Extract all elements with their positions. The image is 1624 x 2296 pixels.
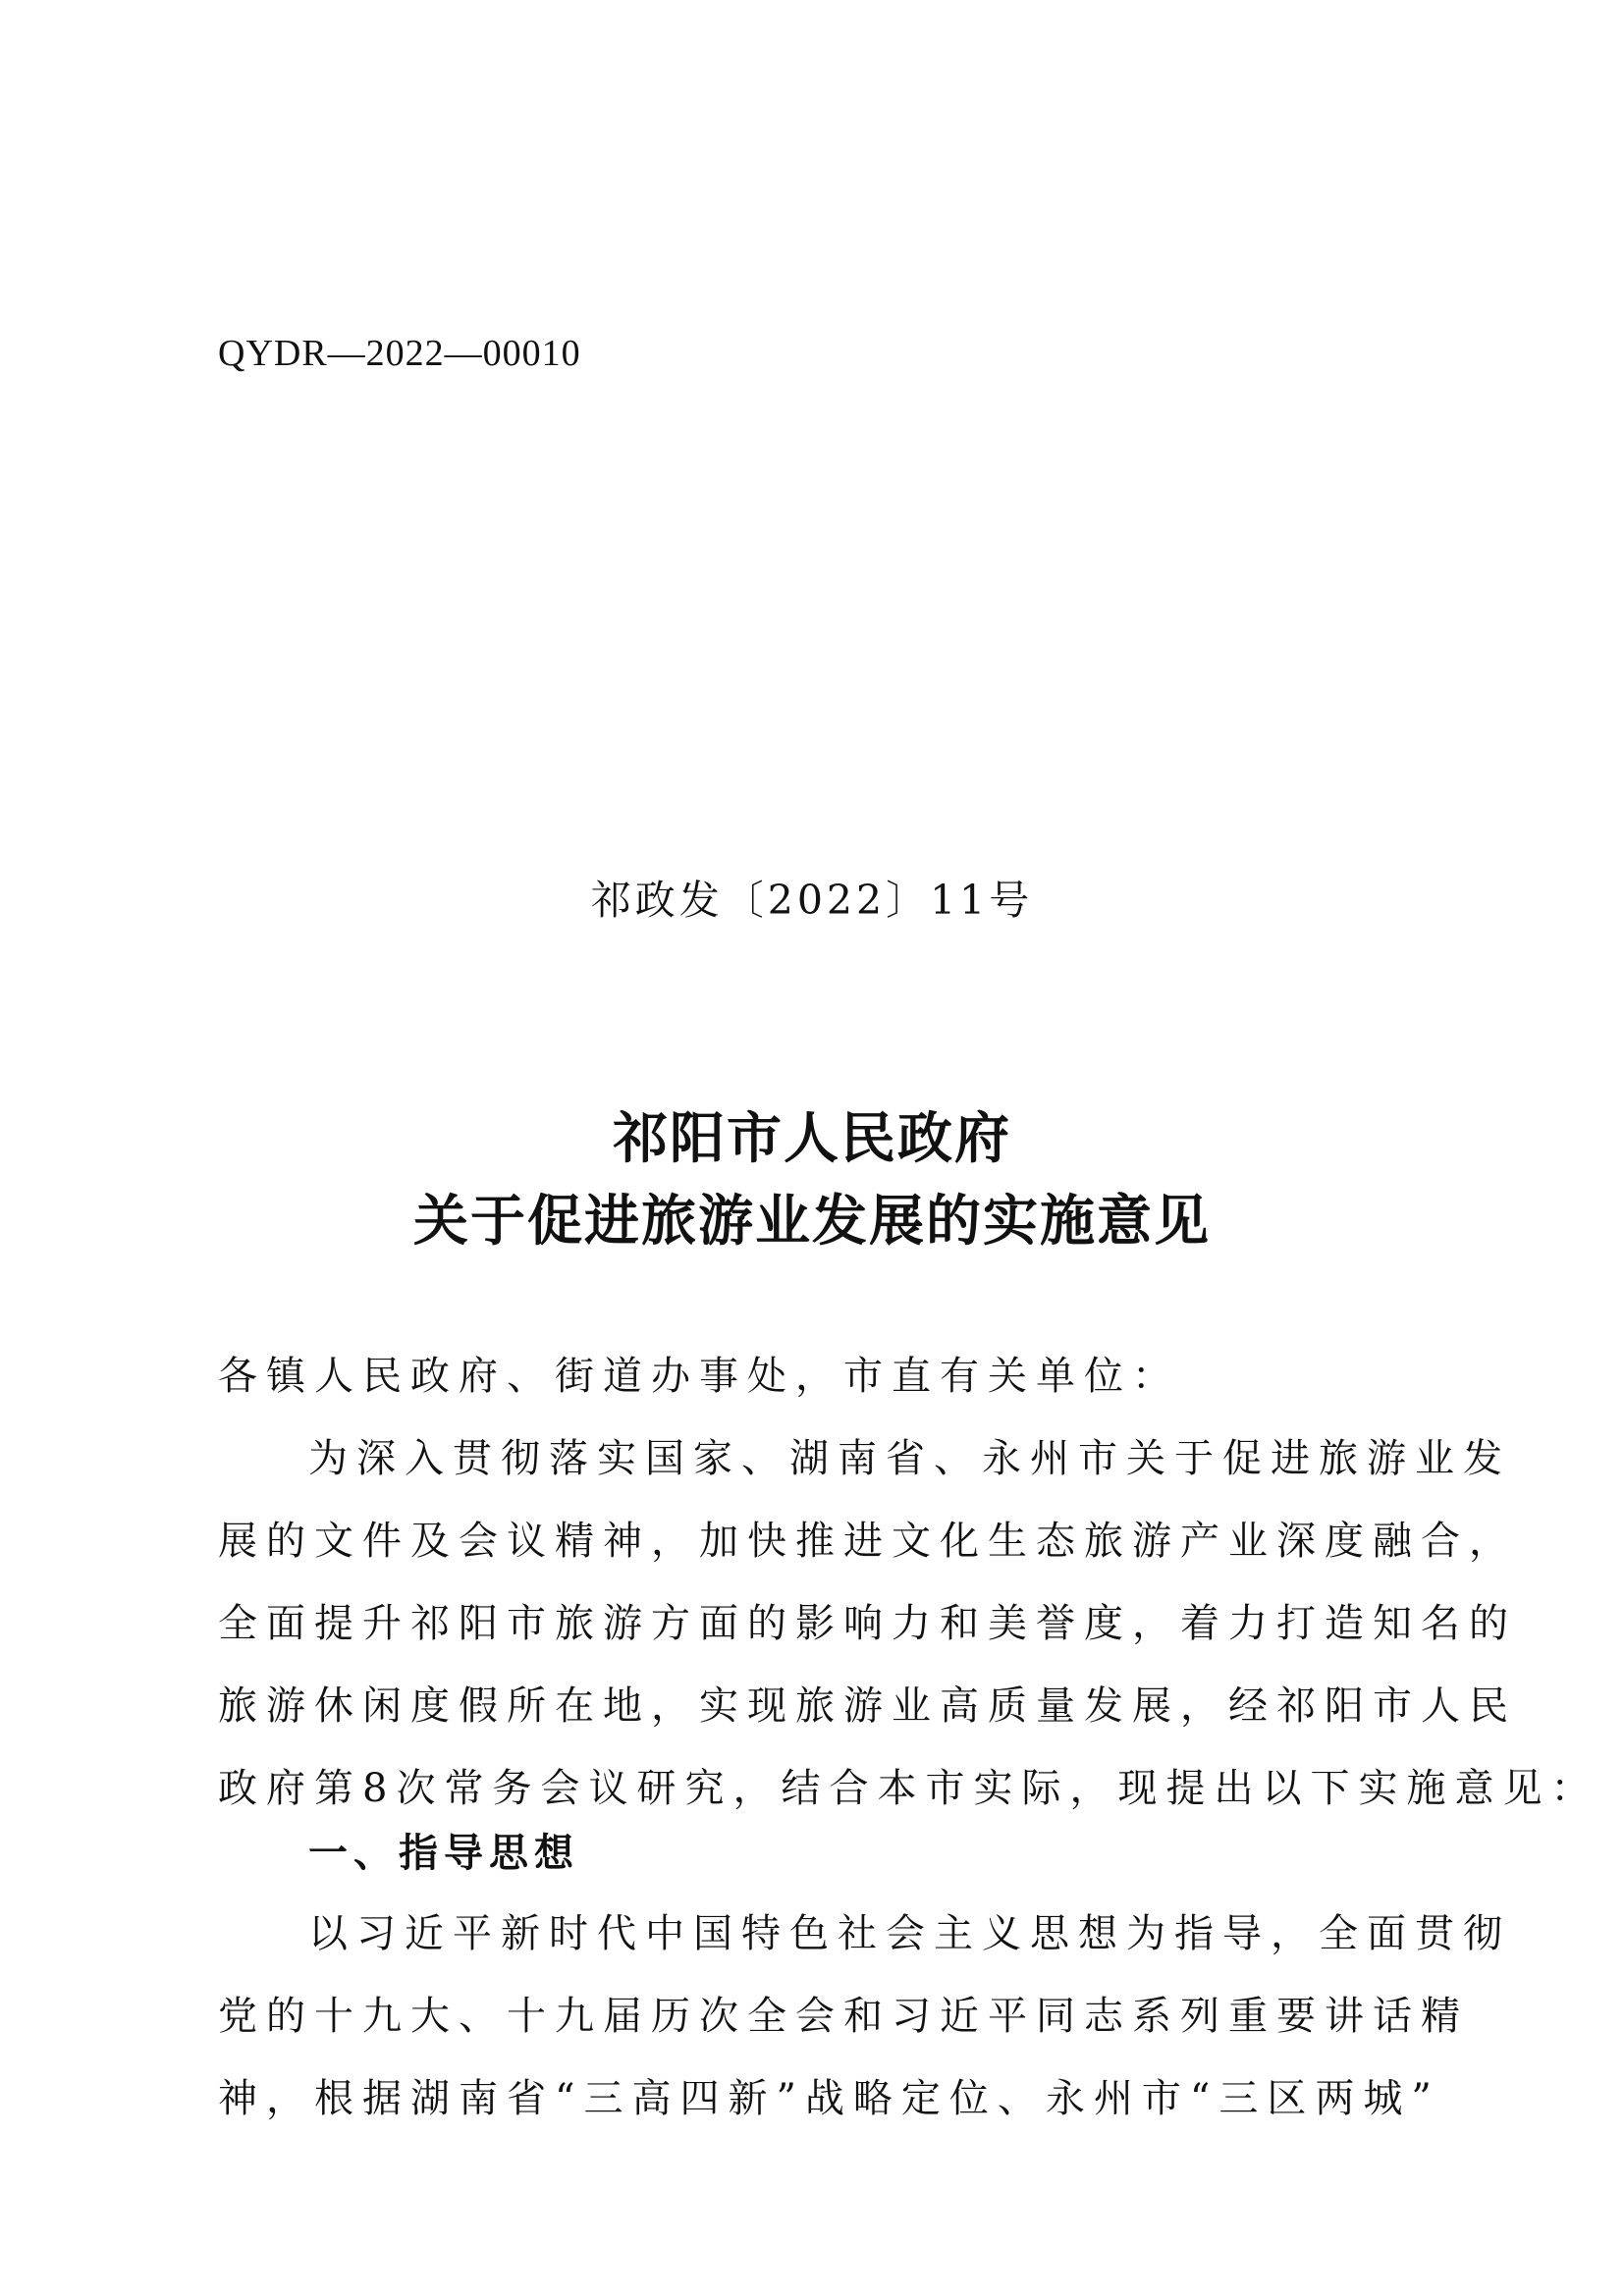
paragraph-line: 党的十九大、十九届历次全会和习近平同志系列重要讲话精 [218, 1994, 1469, 2039]
document-number: 祁政发〔2022〕11号 [590, 877, 1034, 924]
paragraph-line: 全面提升祁阳市旅游方面的影响力和美誉度，着力打造知名的 [218, 1601, 1517, 1646]
section-heading: 一、指导思想 [308, 1831, 579, 1876]
paragraph-line: 为深入贯彻落实国家、湖南省、永州市关于促进旅游业发 [308, 1436, 1511, 1481]
paragraph-line: 旅游休闲度假所在地，实现旅游业高质量发展，经祁阳市人民 [218, 1683, 1517, 1729]
paragraph-line: 神，根据湖南省“三高四新”战略定位、永州市“三区两城” [218, 2076, 1440, 2121]
title-line-1: 祁阳市人民政府 [613, 1107, 1011, 1171]
paragraph-line: 展的文件及会议精神，加快推进文化生态旅游产业深度融合， [218, 1519, 1517, 1564]
document-code: QYDR—2022—00010 [218, 333, 581, 374]
salutation: 各镇人民政府、街道办事处，市直有关单位： [218, 1354, 1180, 1399]
paragraph-line: 政府第8次常务会议研究，结合本市实际，现提出以下实施意见： [218, 1766, 1599, 1811]
paragraph-line: 以习近平新时代中国特色社会主义思想为指导，全面贯彻 [308, 1911, 1511, 1956]
title-line-2: 关于促进旅游业发展的实施意见 [413, 1190, 1211, 1254]
